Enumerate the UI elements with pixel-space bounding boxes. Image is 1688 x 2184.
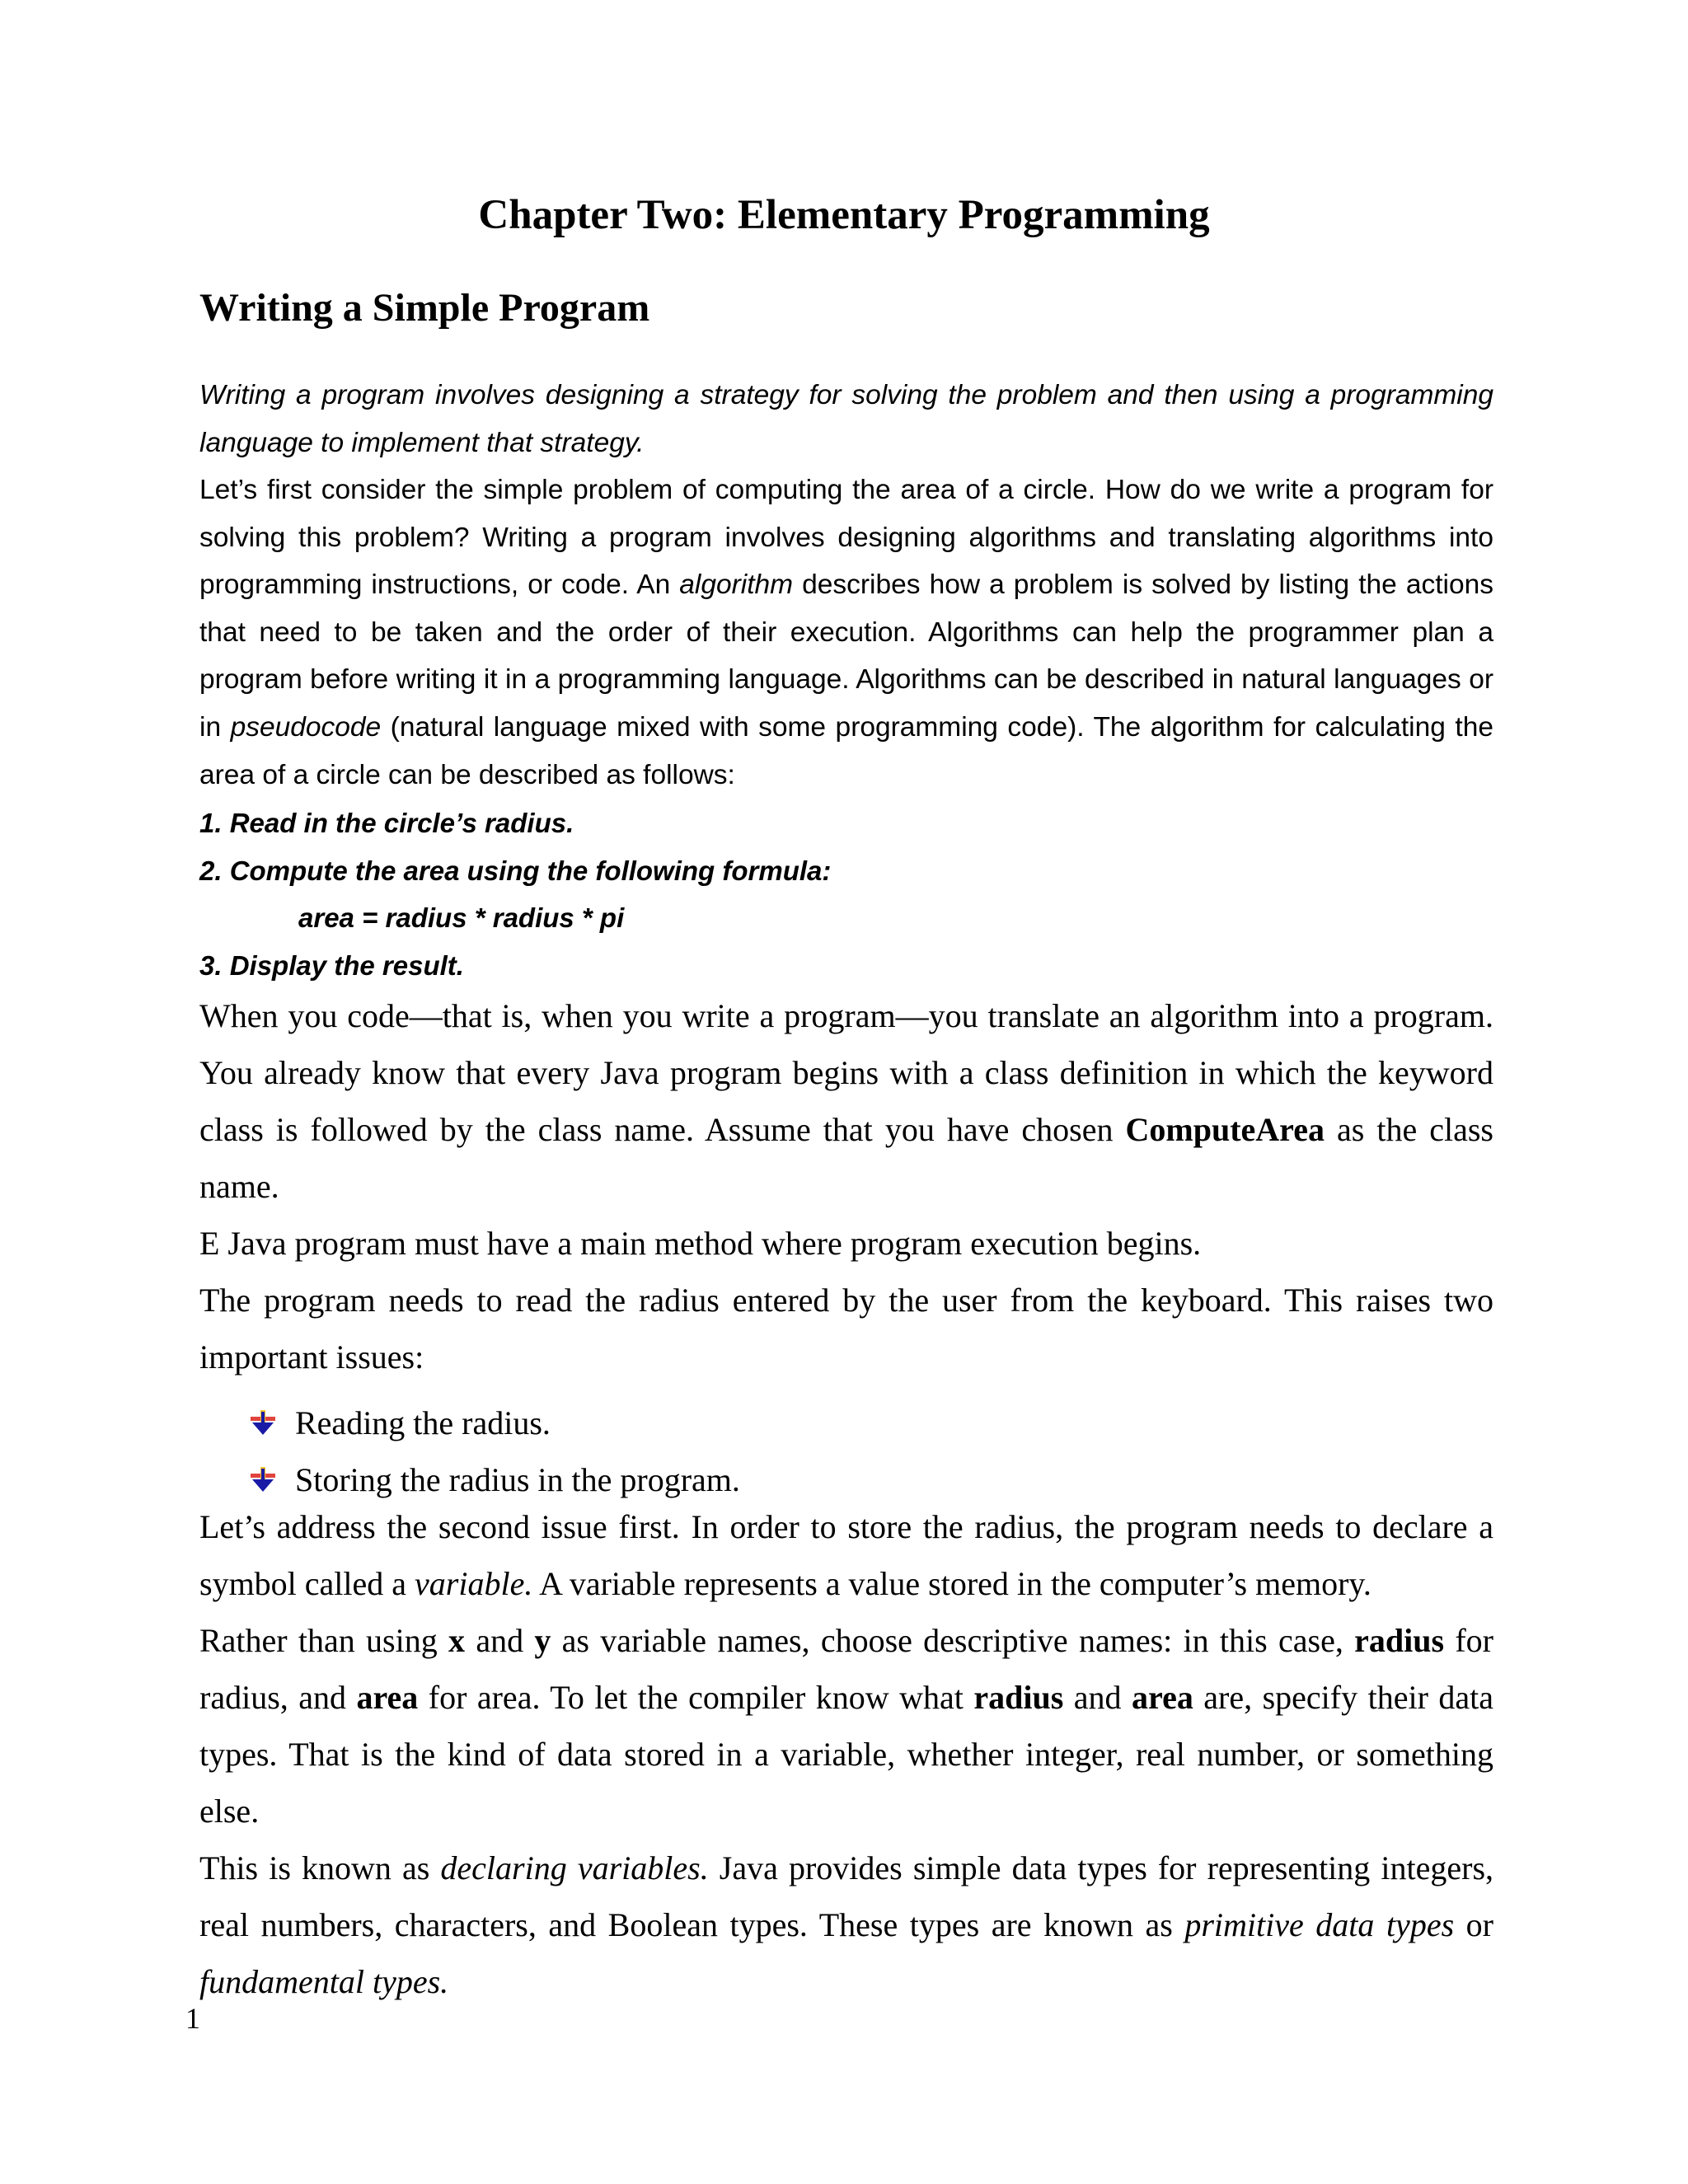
primitive-data-types-term: primitive data types — [1184, 1906, 1455, 1943]
page-number: 1 — [185, 2002, 200, 2035]
variable-term: variable. — [415, 1565, 533, 1602]
class-name-computearea: ComputeArea — [1125, 1111, 1325, 1148]
bullet-item-storing — [249, 1455, 740, 1504]
names-text: radius, and — [199, 1679, 357, 1716]
coding-line-2: You already know that every Java program begins with a class definition in which the keyword — [199, 1054, 1493, 1091]
names-line-3: types. That is the kind of data stored in a variable, whether integer, real number, or something else. — [199, 1736, 1493, 1830]
var-area: area — [1132, 1679, 1193, 1716]
var-radius: radius — [973, 1679, 1064, 1716]
var-y: y — [534, 1622, 551, 1659]
arrow-down-bullet-icon — [249, 1465, 277, 1493]
intro-body-paragraph — [199, 466, 1493, 799]
storage-line-2-end: A variable represents a value stored in the computer’s memory. — [532, 1565, 1372, 1602]
names-line-4 — [199, 1840, 1493, 1896]
bullet-item-reading — [249, 1398, 551, 1447]
names-text: are, specify their data — [1193, 1679, 1493, 1716]
names-text: for — [1444, 1622, 1493, 1659]
algorithm-term: algorithm — [679, 569, 794, 601]
coding-line-7: important issues: — [199, 1338, 424, 1376]
algorithm-step-1: 1. Read in the circle’s radius. — [199, 808, 574, 838]
algorithm-step-2: 2. Compute the area using the following formula: — [199, 855, 832, 886]
bullet-text-storing: Storing the radius in the program. — [295, 1460, 740, 1498]
storage-line-2-start: symbol called a — [199, 1565, 415, 1602]
names-line-5 — [199, 1896, 1493, 1953]
intro-text-2: describes how a problem is solved by listing the actions that need to be taken and the order of their execution. Algorithms can help the programmer plan a program before writing it in a programming language. Algorithms can be described in natural languages or in — [199, 569, 1493, 743]
coding-line-3-end: as the class — [1324, 1111, 1493, 1148]
coding-line-3-start: class is followed by the class name. Assume that you have chosen — [199, 1111, 1126, 1148]
names-text: This is known as — [199, 1849, 441, 1886]
coding-line-6: The program needs to read the radius entered by the user from the keyboard. This raises two — [199, 1282, 1493, 1319]
coding-line-1: When you code—that is, when you write a program—you translate an algorithm into a program. — [199, 997, 1493, 1034]
chapter-title: Chapter Two: Elementary Programming — [478, 192, 1210, 238]
coding-line-5: E Java program must have a main method where program execution begins. — [199, 1225, 1202, 1262]
storage-line-1: Let’s address the second issue first. In order to store the radius, the program needs to declare a — [199, 1508, 1493, 1545]
intro-text-1: Let’s first consider the simple problem of computing the area of a circle. How do we write a program for solving this problem? Writing a program involves designing algorithms and translating algorithms into programming instructions, or code. An — [199, 475, 1493, 601]
fundamental-types-term: fundamental types. — [199, 1963, 449, 2000]
intro-italic-paragraph: Writing a program involves designing a strategy for solving the problem and then using a programming language to implement that strategy. — [199, 380, 1493, 458]
coding-paragraph — [199, 987, 1493, 1385]
bullet-text-reading: Reading the radius. — [295, 1404, 551, 1441]
names-text: and — [1063, 1679, 1132, 1716]
var-radius: radius — [1354, 1622, 1445, 1659]
intro-text-3: (natural language mixed with some programming code). The algorithm for calculating the area of a circle can be described as follows: — [199, 711, 1493, 790]
coding-line-3 — [199, 1101, 1493, 1158]
var-x: x — [448, 1622, 466, 1659]
variable-names-paragraph — [199, 1612, 1493, 2010]
names-text: or — [1454, 1906, 1493, 1943]
names-line-6 — [199, 1953, 1493, 2010]
coding-line-4: name. — [199, 1168, 279, 1205]
storage-paragraph — [199, 1498, 1493, 1612]
area-formula: area = radius * radius * pi — [298, 902, 625, 933]
names-text: Rather than using — [199, 1622, 449, 1659]
names-text: real numbers, characters, and Boolean types. These types are known as — [199, 1906, 1185, 1943]
var-area: area — [356, 1679, 419, 1716]
names-text: for area. To let the compiler know what — [418, 1679, 974, 1716]
names-text: as variable names, choose descriptive names: in this case, — [551, 1622, 1355, 1659]
pseudocode-term: pseudocode — [230, 711, 382, 743]
section-title: Writing a Simple Program — [199, 286, 650, 330]
names-line-2 — [199, 1669, 1493, 1726]
names-line-1 — [199, 1612, 1493, 1669]
storage-line-2 — [199, 1555, 1493, 1612]
arrow-down-bullet-icon — [249, 1408, 277, 1436]
algorithm-step-3: 3. Display the result. — [199, 950, 464, 981]
names-text: Java provides simple data types for representing integers, — [708, 1849, 1494, 1886]
declaring-variables-term: declaring variables. — [440, 1849, 709, 1886]
names-text: and — [465, 1622, 535, 1659]
